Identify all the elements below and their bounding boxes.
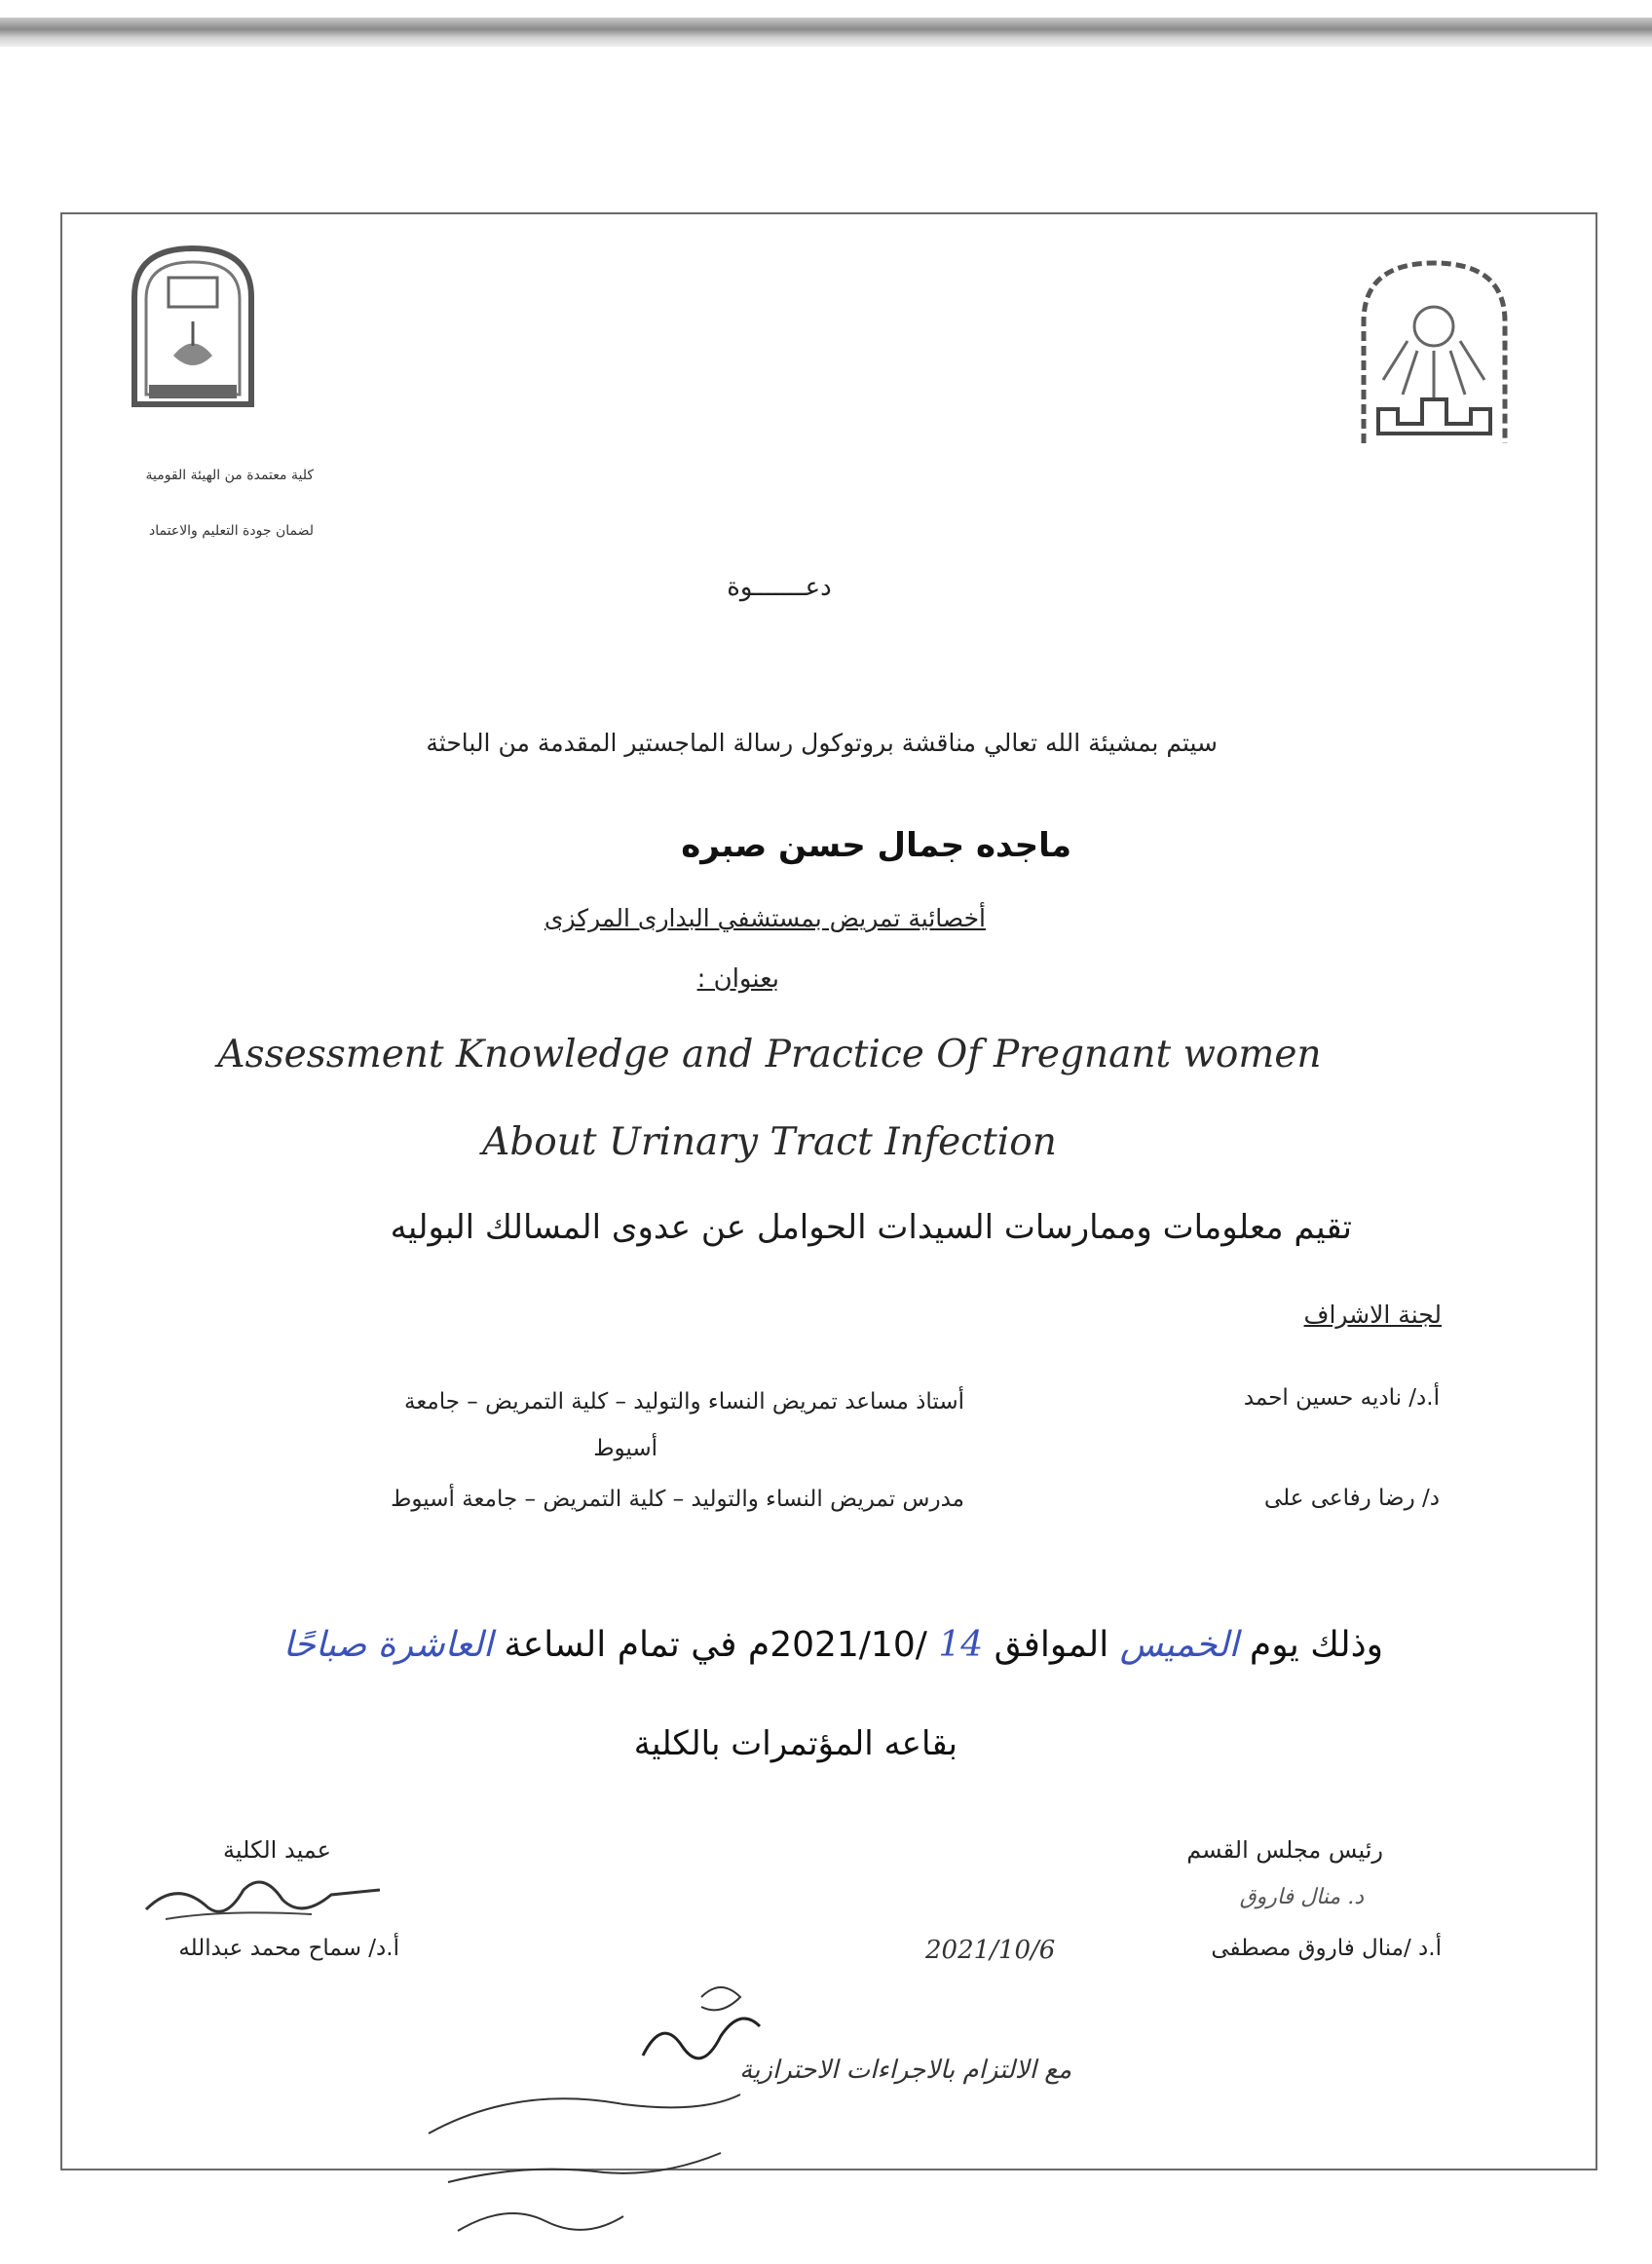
handwritten-note: مع الالتزام بالاجراءات الاحترازية: [739, 2056, 1071, 2085]
department-head-title: رئيس مجلس القسم: [1186, 1836, 1383, 1864]
scan-edge: [0, 18, 1652, 47]
researcher-name: ماجده جمال حسن صبره: [681, 826, 1071, 865]
english-title-line-2: About Urinary Tract Infection: [482, 1120, 1057, 1164]
dean-title: عميد الكلية: [223, 1836, 331, 1864]
supervisor-role-line: مدرس تمريض النساء والتوليد – كلية التمريض – جامعة أسيوط: [391, 1487, 964, 1512]
intro-text: سيتم بمشيئة الله تعالي مناقشة بروتوكول رسالة الماجستير المقدمة من الباحثة: [426, 729, 1218, 757]
schedule-line: [146, 1625, 1383, 1665]
researcher-job: أخصائية تمريض بمستشفي البدارى المركزى: [544, 904, 986, 932]
supervisor-name: أ.د/ ناديه حسين احمد: [1243, 1385, 1440, 1411]
handwritten-time: العاشرة صباحًا: [282, 1625, 493, 1665]
supervisor-name: د/ رضا رفاعى على: [1263, 1486, 1440, 1511]
supervisor-role: [117, 1378, 964, 1472]
handwritten-signature: [370, 1968, 906, 2260]
dean-name: أ.د/ سماح محمد عبدالله: [178, 1936, 399, 1961]
schedule-prefix: وذلك يوم: [1249, 1625, 1383, 1665]
location-text: بقاعه المؤتمرات بالكلية: [633, 1724, 957, 1763]
title-label: بعنوان :: [696, 964, 779, 994]
schedule-middle: الموافق: [994, 1625, 1109, 1665]
invitation-title: دعـــــــوة: [727, 573, 832, 602]
schedule-date: /2021/10م في تمام الساعة: [504, 1625, 927, 1665]
dean-signature: [136, 1870, 390, 1929]
handwritten-day-number: 14: [938, 1625, 984, 1665]
handwritten-day: الخميس: [1119, 1625, 1239, 1665]
accreditation-line-1: كلية معتمدة من الهيئة القومية: [145, 468, 314, 483]
accreditation-line-2: لضمان جودة التعليم والاعتماد: [149, 523, 314, 539]
faculty-seal-logo: [115, 239, 271, 414]
committee-heading: لجنة الاشراف: [1303, 1301, 1442, 1329]
department-head-handwritten: د. منال فاروق: [1239, 1885, 1364, 1909]
arabic-title: تقيم معلومات وممارسات السيدات الحوامل عن عدوى المسالك البوليه: [390, 1208, 1352, 1247]
department-head-date: 2021/10/6: [925, 1936, 1056, 1965]
supervisor-role-line: أستاذ مساعد تمريض النساء والتوليد – كلية التمريض – جامعة: [404, 1389, 964, 1415]
department-head-name: أ.د /منال فاروق مصطفى: [1211, 1936, 1442, 1961]
supervisor-role: [117, 1476, 964, 1523]
english-title-line-1: Assessment Knowledge and Practice Of Pregnant women: [217, 1033, 1322, 1076]
university-seal-logo: [1354, 253, 1515, 448]
supervisor-role-line: أسيوط: [593, 1436, 657, 1461]
